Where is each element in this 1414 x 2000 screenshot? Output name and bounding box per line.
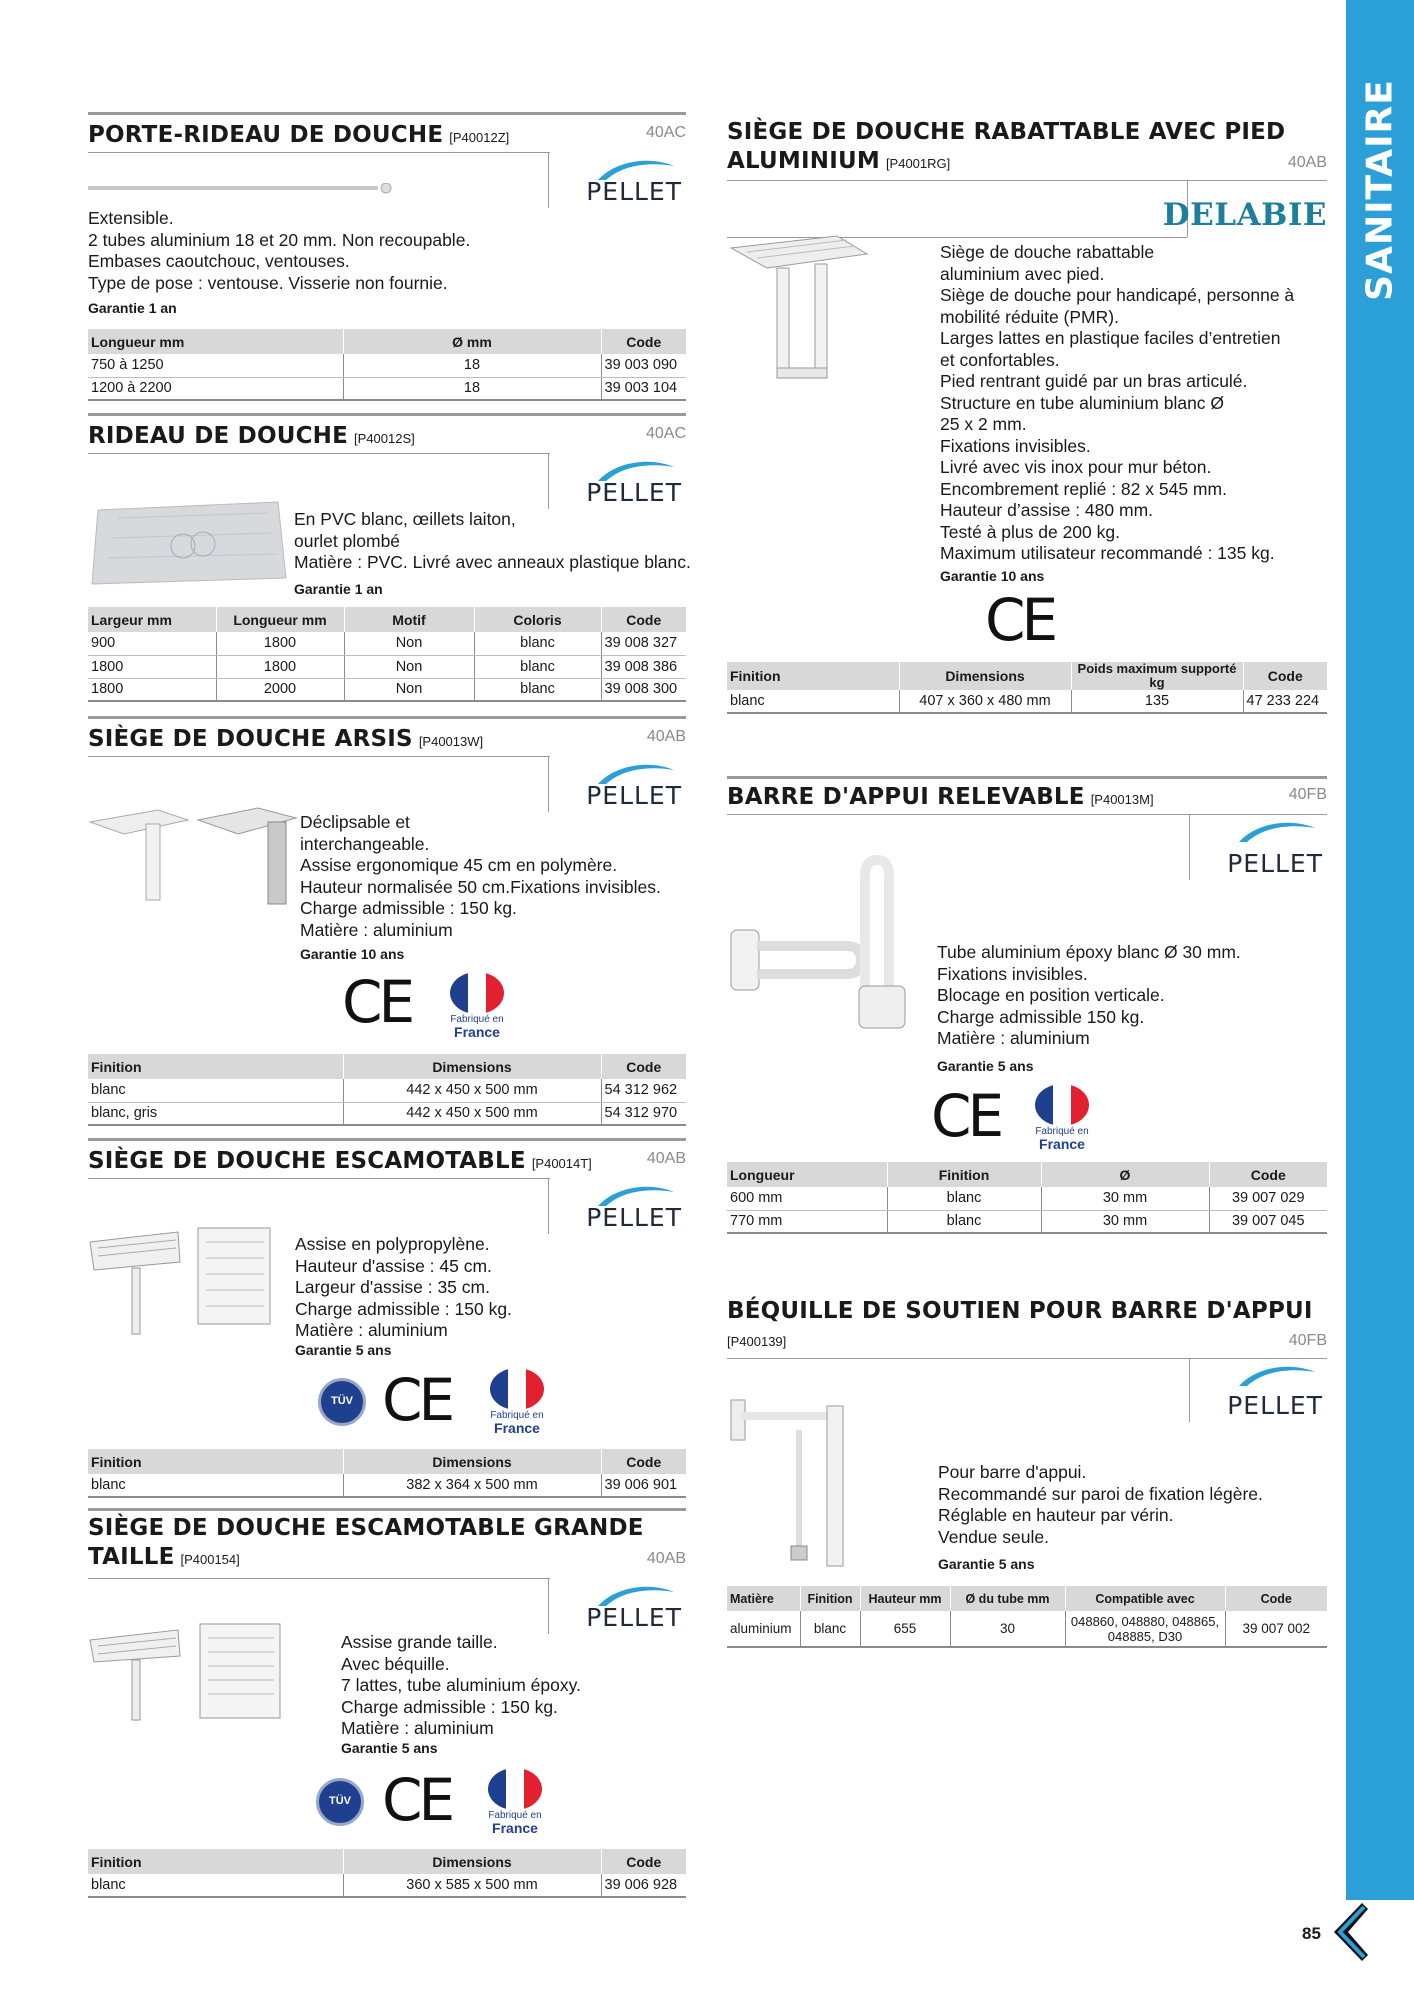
table-row: 750 à 1250 18 39 003 090 <box>88 354 686 377</box>
category-code: 40AB <box>646 1150 686 1167</box>
ce-mark-icon: CE <box>382 1366 452 1434</box>
category-code: 40FB <box>1288 1332 1327 1349</box>
brand-pellet-logo: PELLET <box>1189 814 1327 880</box>
guarantee: Garantie 5 ans <box>295 1342 392 1358</box>
section-rideau <box>88 413 691 703</box>
section-siege-grande-taille <box>88 1508 686 1908</box>
section-ref: [P400139] <box>727 1334 787 1349</box>
table-row: blanc 382 x 364 x 500 mm 39 006 901 <box>88 1474 686 1497</box>
section-rule <box>88 413 686 416</box>
tuv-certification-icon: TÜV <box>318 1378 366 1426</box>
section-bequille <box>727 1292 1327 1652</box>
section-siege-escamotable <box>88 1138 686 1498</box>
product-description: Déclipsable et interchangeable. Assise ergonomique 45 cm en polymère. Hauteur normalisée 50 cm.Fixations invisibles. Charge admissible : 150 kg. Matière : aluminium <box>300 812 661 940</box>
table-row: 1200 à 2200 18 39 003 104 <box>88 377 686 400</box>
france-flag-icon <box>450 972 504 1014</box>
pellet-swoosh-icon <box>1237 1362 1317 1388</box>
product-image-grab-bar <box>727 846 917 1041</box>
france-flag-icon <box>488 1768 542 1810</box>
guarantee: Garantie 5 ans <box>937 1058 1034 1074</box>
category-code: 40AB <box>646 1550 686 1567</box>
product-image-seat-escamotable <box>88 1222 278 1347</box>
side-tab <box>1346 0 1414 1900</box>
section-title: SIÈGE DE DOUCHE ARSIS [P40013W] <box>88 726 484 752</box>
guarantee: Garantie 1 an <box>294 581 383 597</box>
product-image-seat-arsis <box>88 800 298 915</box>
section-title: SIÈGE DE DOUCHE RABATTABLE AVEC PIED ALUMINIUM [P4001RG] <box>727 119 1286 174</box>
page-number: 85 <box>1302 1924 1321 1943</box>
ce-mark-icon: CE <box>382 1766 452 1834</box>
page-chevron-icon <box>1330 1903 1368 1961</box>
spec-table: Finition Dimensions Poids maximum supporté kg Code blanc 407 x 360 x 480 mm 135 47 233 224 <box>727 662 1327 714</box>
category-code: 40AB <box>646 728 686 745</box>
spec-table: Finition Dimensions Code blanc 382 x 364 x 500 mm 39 006 901 <box>88 1449 686 1498</box>
section-rule <box>727 776 1327 779</box>
brand-pellet-logo: PELLET <box>548 756 686 812</box>
spec-table: Longueur Finition Ø Code 600 mm blanc 30 mm 39 007 029 770 mm blanc 30 mm 39 007 045 <box>727 1162 1327 1234</box>
table-row: 600 mm blanc 30 mm 39 007 029 <box>727 1187 1327 1210</box>
section-rule <box>88 112 686 115</box>
category-code: 40AB <box>1287 154 1327 171</box>
pellet-swoosh-icon <box>1237 818 1317 844</box>
ce-mark-icon: CE <box>931 1082 1001 1150</box>
spec-table: Matière Finition Hauteur mm Ø du tube mm Compatible avec Code aluminium blanc 655 30 048860, 048880, 048865, 048885, D30 39 007 002 <box>727 1586 1327 1648</box>
category-code: 40AC <box>645 124 686 141</box>
product-description: Assise en polypropylène. Hauteur d'assise : 45 cm. Largeur d'assise : 35 cm. Charge admissible : 150 kg. Matière : aluminium <box>295 1234 512 1340</box>
brand-pellet-logo: PELLET <box>548 1178 686 1234</box>
section-siege-arsis <box>88 716 686 1122</box>
category-code: 40AC <box>645 425 686 442</box>
fabrique-en-france-badge: Fabriqué en France <box>442 972 512 1039</box>
guarantee: Garantie 10 ans <box>940 568 1045 584</box>
spec-table: Finition Dimensions Code blanc 360 x 585 x 500 mm 39 006 928 <box>88 1849 686 1898</box>
fabrique-en-france-badge: Fabriqué en France <box>1027 1084 1097 1151</box>
fabrique-en-france-badge: Fabriqué en France <box>482 1368 552 1435</box>
product-description: En PVC blanc, œillets laiton, ourlet plombé Matière : PVC. Livré avec anneaux plastique blanc. <box>294 509 691 572</box>
section-title: BÉQUILLE DE SOUTIEN POUR BARRE D'APPUI <box>727 1298 1313 1324</box>
section-rule <box>88 1508 686 1511</box>
divider <box>88 152 550 153</box>
section-title: SIÈGE DE DOUCHE ESCAMOTABLE [P40014T] <box>88 1148 592 1174</box>
spec-table: Largeur mm Longueur mm Motif Coloris Code 900 1800 Non blanc 39 008 327 1800 1800 Non blanc 39 008 386 1800 2000 Non blanc 39 008 300 <box>88 607 686 702</box>
france-flag-icon <box>490 1368 544 1410</box>
guarantee: Garantie 5 ans <box>341 1740 438 1756</box>
spec-table: Longueur mm Ø mm Code 750 à 1250 18 39 003 090 1200 à 2200 18 39 003 104 <box>88 329 686 401</box>
section-title: SIÈGE DE DOUCHE ESCAMOTABLE GRANDE TAILLE [P400154] <box>88 1515 644 1570</box>
product-image-curtain-rod <box>88 182 393 200</box>
product-description: Siège de douche rabattable aluminium avec pied. Siège de douche pour handicapé, personne à mobilité réduite (PMR). Larges lattes en plastique faciles d’entretien et confortables. Pied rentrant guidé par un bras articulé. Structure en tube aluminium blanc Ø 25 x 2 mm. Fixations invisibles. Livré avec vis inox pour mur béton. Encombrement replié : 82 x 545 mm. Hauteur d’assise : 480 mm. Testé à plus de 200 kg. Maximum utilisateur recommandé : 135 kg. <box>940 242 1295 563</box>
spec-table: Finition Dimensions Code blanc 442 x 450 x 500 mm 54 312 962 blanc, gris 442 x 450 x 500 mm 54 312 970 <box>88 1054 686 1126</box>
france-flag-icon <box>1035 1084 1089 1126</box>
brand-pellet-logo: PELLET <box>548 453 686 509</box>
product-description: Pour barre d'appui. Recommandé sur paroi de fixation légère. Réglable en hauteur par vérin. Vendue seule. <box>938 1462 1263 1547</box>
table-row: blanc 360 x 585 x 500 mm 39 006 928 <box>88 1874 686 1897</box>
guarantee: Garantie 1 an <box>88 300 177 316</box>
table-row: blanc 407 x 360 x 480 mm 135 47 233 224 <box>727 690 1327 713</box>
table-row: blanc 442 x 450 x 500 mm 54 312 962 <box>88 1079 686 1102</box>
product-description: Tube aluminium époxy blanc Ø 30 mm. Fixations invisibles. Blocage en position verticale. Charge admissible 150 kg. Matière : aluminium <box>937 942 1241 1048</box>
section-rule <box>88 1138 686 1141</box>
product-description: Extensible. 2 tubes aluminium 18 et 20 mm. Non recoupable. Embases caoutchouc, ventouses. Type de pose : ventouse. Visserie non fournie. <box>88 208 471 293</box>
fabrique-en-france-badge: Fabriqué en France <box>480 1768 550 1835</box>
brand-pellet-logo: PELLET <box>1189 1358 1327 1422</box>
guarantee: Garantie 10 ans <box>300 946 405 962</box>
section-siege-rabattable <box>727 112 1327 732</box>
divider <box>88 1578 550 1579</box>
side-tab-label: SANITAIRE <box>1359 79 1401 301</box>
product-image-curtain <box>88 498 288 593</box>
section-title: BARRE D'APPUI RELEVABLE [P40013M] <box>727 784 1154 810</box>
product-image-seat-grande-taille <box>88 1618 288 1733</box>
ce-mark-icon: CE <box>342 968 412 1036</box>
table-row: 770 mm blanc 30 mm 39 007 045 <box>727 1210 1327 1233</box>
category-code: 40FB <box>1288 786 1327 803</box>
product-image-seat-rabattable <box>727 228 877 393</box>
divider <box>88 1178 550 1179</box>
guarantee: Garantie 5 ans <box>938 1556 1035 1572</box>
section-title: PORTE-RIDEAU DE DOUCHE [P40012Z] <box>88 122 510 148</box>
table-row: 900 1800 Non blanc 39 008 327 <box>88 632 686 655</box>
table-row: aluminium blanc 655 30 048860, 048880, 048865, 048885, D30 39 007 002 <box>727 1611 1327 1647</box>
brand-delabie-logo: DELABIE <box>1187 181 1327 237</box>
section-barre-appui <box>727 776 1327 1236</box>
brand-pellet-logo: PELLET <box>548 152 686 208</box>
product-image-bequille <box>727 1396 907 1581</box>
section-title: RIDEAU DE DOUCHE [P40012S] <box>88 423 415 449</box>
table-row: 1800 1800 Non blanc 39 008 386 <box>88 655 686 678</box>
divider <box>88 453 550 454</box>
tuv-certification-icon: TÜV <box>316 1778 364 1826</box>
ce-mark-icon: CE <box>985 586 1055 654</box>
table-row: 1800 2000 Non blanc 39 008 300 <box>88 678 686 701</box>
table-row: blanc, gris 442 x 450 x 500 mm 54 312 970 <box>88 1102 686 1125</box>
brand-pellet-logo: PELLET <box>548 1578 686 1634</box>
section-porte-rideau <box>88 112 686 402</box>
section-rule <box>88 716 686 719</box>
divider <box>88 756 550 757</box>
product-description: Assise grande taille. Avec béquille. 7 lattes, tube aluminium époxy. Charge admissible : 150 kg. Matière : aluminium <box>341 1632 581 1738</box>
